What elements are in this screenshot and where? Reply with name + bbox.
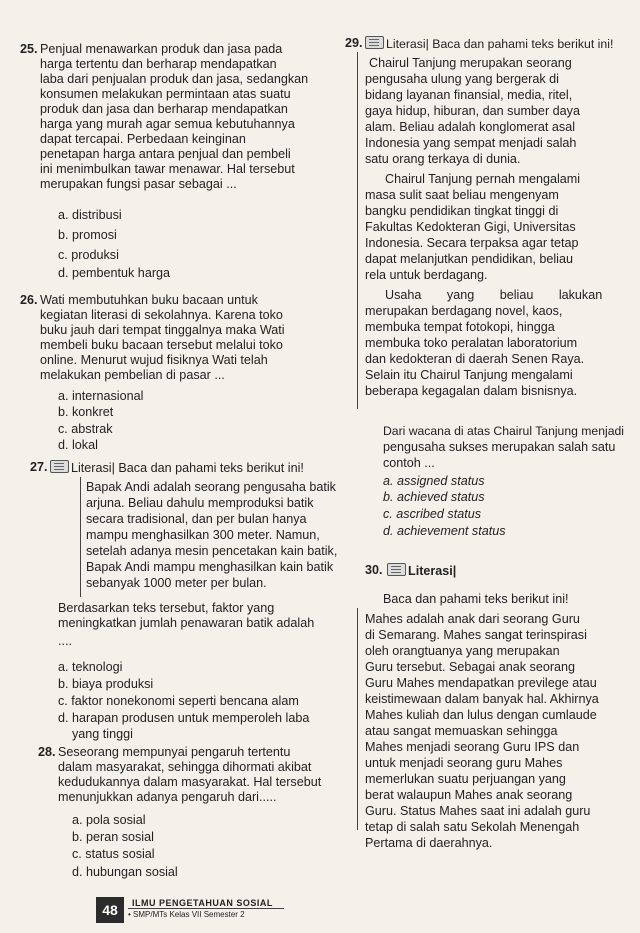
option-d[interactable]: d. harapan produsen untuk memperoleh laba [58,711,310,725]
passage-line: Guru tersebut. Sebagai anak seorang [365,660,576,674]
option-d[interactable]: d. pembentuk harga [58,266,171,280]
option-a[interactable]: a. assigned status [383,474,485,488]
passage-line: mampu menghasilkan 300 meter. Namun, [86,528,320,542]
literasi-text: Literasi| [408,564,457,578]
question-number: 26. [20,293,38,307]
passage-line: masa sulit saat beliau mengenyam [365,188,559,202]
option-b[interactable]: b. peran sosial [72,830,154,844]
book-subtitle: • SMP/MTs Kelas VII Semester 2 [128,910,245,919]
option-c[interactable]: c. status sosial [72,847,155,861]
passage-line: membuka tempat fotokopi, hingga [365,320,555,334]
question-text: harga tertentu dan berharap mendapatkan [40,57,277,71]
option-d[interactable]: d. lokal [58,438,98,452]
passage-line: secara tradisional, dan per bulan hanya [86,512,307,526]
literasi-label [365,36,613,52]
literasi-icon [50,460,69,473]
question-text: buku jauh dari tempat tinggalnya maka Wati [40,323,285,337]
option-d[interactable]: d. achievement status [383,524,506,538]
question-text: penetapan harga antara penjual dan pembeli [40,147,291,161]
question-text: produk dan jasa dan berharap mendapatkan [40,102,288,116]
question-text: Seseorang mempunyai pengaruh tertentu [58,745,291,759]
option-d-continued: yang tinggi [72,727,133,741]
book-title: ILMU PENGETAHUAN SOSIAL [132,898,273,908]
option-b[interactable]: b. promosi [58,228,117,242]
passage-line: bangku pendidikan tingkat tinggi di [365,204,559,218]
question-number: 29. [345,36,363,50]
question-text: merupakan fungsi pasar sebagai ... [40,177,237,191]
question-text: online. Menurut wujud fisiknya Wati telah [40,353,268,367]
passage-line: Guru Mahes mendapatkan previlege atau [365,676,597,690]
question-text: Penjual menawarkan produk dan jasa pada [40,42,283,56]
passage-line: Selain itu Chairul Tanjung mengalami [365,368,573,382]
option-b[interactable]: b. konkret [58,405,114,419]
passage-line: Chairul Tanjung pernah mengalami [385,172,581,186]
question-text: ini menimbulkan tawar menawar. Hal tersebut [40,162,295,176]
question-text: harga yang murah agar semua kebutuhannya [40,117,295,131]
question-text: contoh ... [383,456,435,470]
passage-line: membuka toko peralatan laboratorium [365,336,578,350]
passage-line: setelah adanya mesin pencetakan kain batik, [86,544,338,558]
option-c[interactable]: c. abstrak [58,422,113,436]
question-number: 30. [365,563,383,577]
question-text: Dari wacana di atas Chairul Tanjung menjadi [383,424,624,438]
option-b[interactable]: b. biaya produksi [58,677,154,691]
question-text: Berdasarkan teks tersebut, faktor yang [58,601,275,615]
passage-intro: Baca dan pahami teks berikut ini! [383,592,569,606]
passage-line: Indonesia. Secara terpaksa agar tetap [365,236,579,250]
question-text: melakukan pembelian di pasar ... [40,368,225,382]
question-text: dalam masyarakat, sehingga dihormati akibat [58,760,312,774]
passage-line: Usaha yang beliau lakukan [385,288,603,302]
passage-line: untuk menjadi seorang guru Mahes [365,756,563,770]
passage-line: tetap di salah satu Sekolah Menengah [365,820,580,834]
passage-line: Mahes kuliah dan lulus dengan cumlaude [365,708,597,722]
literasi-text: Literasi| Baca dan pahami teks berikut ini! [386,37,614,51]
option-d[interactable]: d. hubungan sosial [72,865,178,879]
option-a[interactable]: a. internasional [58,389,144,403]
literasi-icon [365,36,384,49]
passage-line: keistimewaan dalam banyak hal. Akhirnya [365,692,599,706]
passage-line: Mahes adalah anak dari seorang Guru [365,612,580,626]
literasi-text: Literasi| Baca dan pahami teks berikut ini! [71,461,304,475]
literasi-label [50,460,304,476]
passage-line: memerlukan suatu perjuangan yang [365,772,566,786]
passage-line: oleh orangtuanya yang merupakan [365,644,560,658]
passage-line: Indonesia yang sempat menjadi salah [365,136,577,150]
option-a[interactable]: a. teknologi [58,660,123,674]
question-number: 27. [30,460,48,474]
passage-line: Chairul Tanjung merupakan seorang [369,56,572,70]
question-text: meningkatkan jumlah penawaran batik adalah [58,616,315,630]
question-number: 28. [38,745,56,759]
passage-line: di Semarang. Mahes sangat terinspirasi [365,628,587,642]
literasi-label [387,563,456,579]
question-text: konsumen melakukan permintaan atas suatu [40,87,291,101]
footer-divider [128,908,284,909]
passage-line: alam. Beliau adalah konglomerat asal [365,120,576,134]
passage-line: Mahes menjadi seorang Guru IPS dan [365,740,580,754]
question-text: kegiatan literasi di sekolahnya. Karena toko [40,308,283,322]
question-text: laba dari penjualan produk dan jasa, sedangkan [40,72,309,86]
passage-line: bidang layanan finansial, media, ritel, [365,88,573,102]
option-a[interactable]: a. distribusi [58,208,122,222]
passage-line: Bapak Andi adalah seorang pengusaha batik [86,480,336,494]
option-c[interactable]: c. faktor nonekonomi seperti bencana alam [58,694,299,708]
passage-line: Bapak Andi mampu menghasilkan kain batik [86,560,334,574]
passage-line: berat walaupun Mahes anak seorang [365,788,573,802]
passage-line: arjuna. Beliau dahulu memproduksi batik [86,496,314,510]
option-a[interactable]: a. pola sosial [72,813,146,827]
passage-line: merupakan berdagang novel, kaos, [365,304,563,318]
passage-line: pengusaha ulung yang bergerak di [365,72,559,86]
question-text: kedudukannya dalam masyarakat. Hal tersebut [58,775,322,789]
passage-line: Fakultas Kedokteran Gigi, Universitas [365,220,576,234]
question-text: .... [58,634,72,648]
passage-line: dapat melanjutkan pendidikan, beliau [365,252,573,266]
passage-line: dan kedokteran di daerah Senen Raya. [365,352,585,366]
option-c[interactable]: c. produksi [58,248,119,262]
passage-line: Guru. Status Mahes saat ini adalah guru [365,804,591,818]
page-number: 48 [96,897,124,923]
option-c[interactable]: c. ascribed status [383,507,481,521]
passage-line: sebanyak 1000 meter per bulan. [86,576,267,590]
question-text: pengusaha sukses merupakan salah satu [383,440,616,454]
passage-line: beberapa kegagalan dalam bisnisnya. [365,384,578,398]
question-text: membeli buku bacaan tersebut melalui toko [40,338,283,352]
question-text: dapat tercapai. Perbedaan keinginan [40,132,246,146]
passage-line: Pertama di daerahnya. [365,836,493,850]
passage-line: gaya hidup, hiburan, dan sumber daya [365,104,580,118]
passage-line: satu orang terkaya di dunia. [365,152,521,166]
question-text: Wati membutuhkan buku bacaan untuk [40,293,258,307]
option-b[interactable]: b. achieved status [383,490,485,504]
question-number: 25. [20,42,38,56]
passage-line: rela untuk berdagang. [365,268,488,282]
question-text: menunjukkan adanya pengaruh dari..... [58,790,277,804]
literasi-icon [387,563,406,576]
passage-line: atau sangat memuaskan sehingga [365,724,558,738]
